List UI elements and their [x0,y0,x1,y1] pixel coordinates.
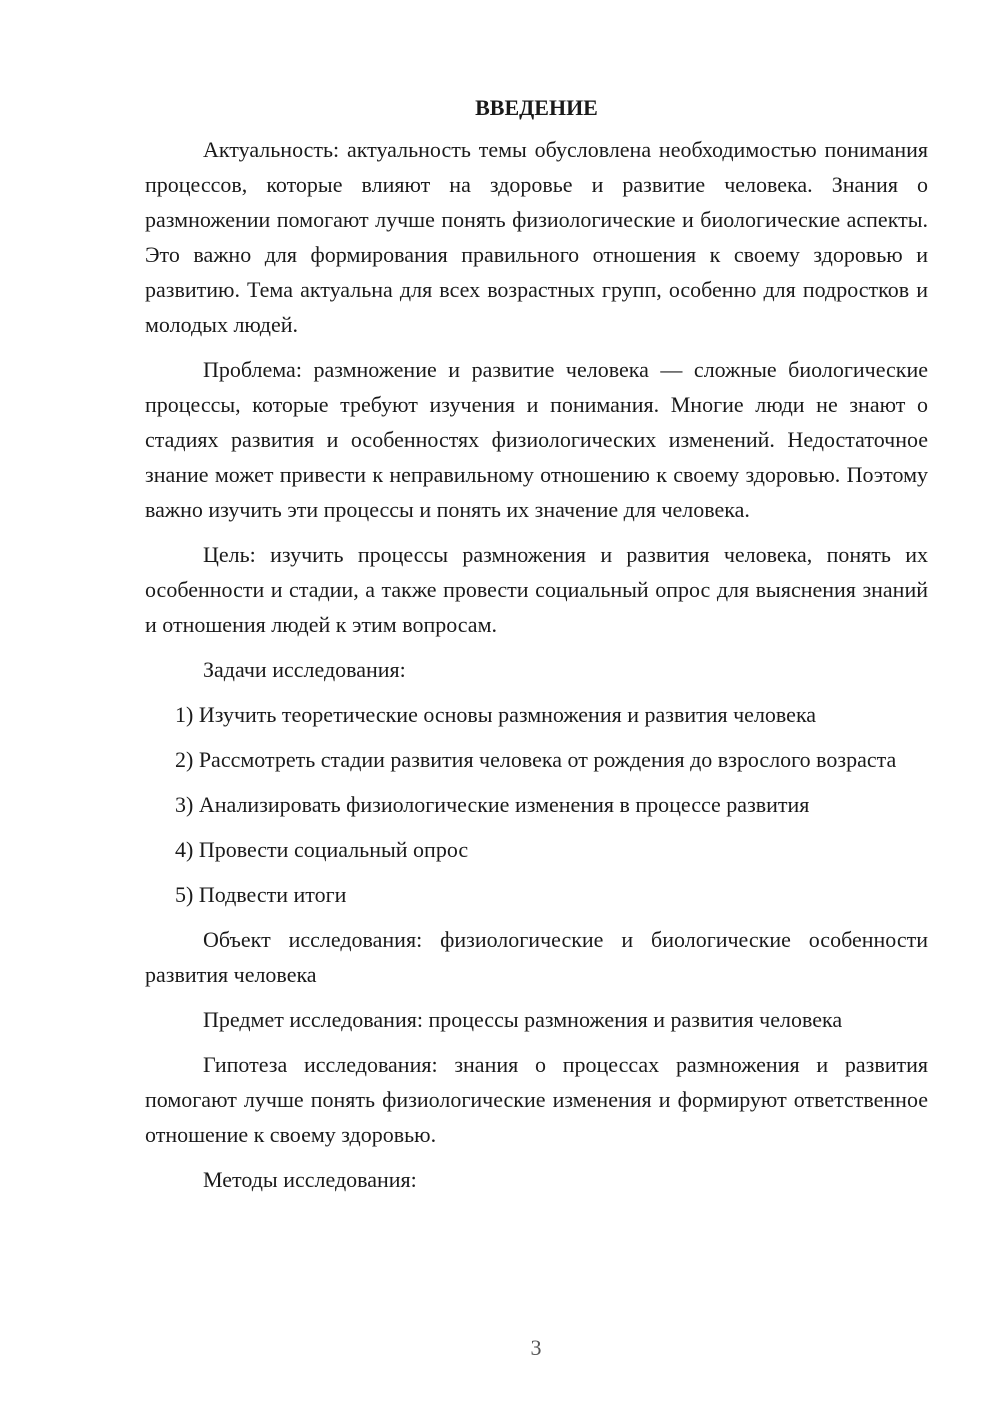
task-item-3: 3) Анализировать физиологические изменения в процессе развития [175,792,810,817]
methods-paragraph: Методы исследования: [203,1167,417,1192]
page-content [145,90,928,1207]
section-title: ВВЕДЕНИЕ [475,95,598,120]
problem-paragraph: Проблема: размножение и развитие человека — сложные биологические процессы, которые требуют изучения и понимания. Многие люди не знают о стадиях развития и особенностях физиологических изменений. Недостаточное знание может привести к неправильному отношению к своему здоровью. Поэтому важно изучить эти процессы и понять их значение для человека. [145,357,928,522]
page-number: 3 [530,1335,542,1360]
task-item-2: 2) Рассмотреть стадии развития человека от рождения до взрослого возраста [175,747,897,772]
goal-paragraph: Цель: изучить процессы размножения и развития человека, понять их особенности и стадии, а также провести социальный опрос для выяснения знаний и отношения людей к этим вопросам. [145,542,928,637]
task-item-5: 5) Подвести итоги [175,882,347,907]
task-item-4: 4) Провести социальный опрос [175,837,469,862]
subject-paragraph: Предмет исследования: процессы размножения и развития человека [203,1007,843,1032]
tasks-heading: Задачи исследования: [203,657,406,682]
relevance-paragraph: Актуальность: актуальность темы обусловлена необходимостью понимания процессов, которые влияют на здоровье и развитие человека. Знания о размножении помогают лучше понять физиологические и биологические аспекты. Это важно для формирования правильного отношения к своему здоровью и развитию. Тема актуальна для всех возрастных групп, особенно для подростков и молодых людей. [145,137,928,337]
hypothesis-paragraph: Гипотеза исследования: знания о процессах размножения и развития помогают лучше понять физиологические изменения и формируют ответственное отношение к своему здоровью. [145,1052,928,1147]
object-paragraph: Объект исследования: физиологические и биологические особенности развития человека [145,927,928,987]
task-item-1: 1) Изучить теоретические основы размножения и развития человека [175,702,817,727]
